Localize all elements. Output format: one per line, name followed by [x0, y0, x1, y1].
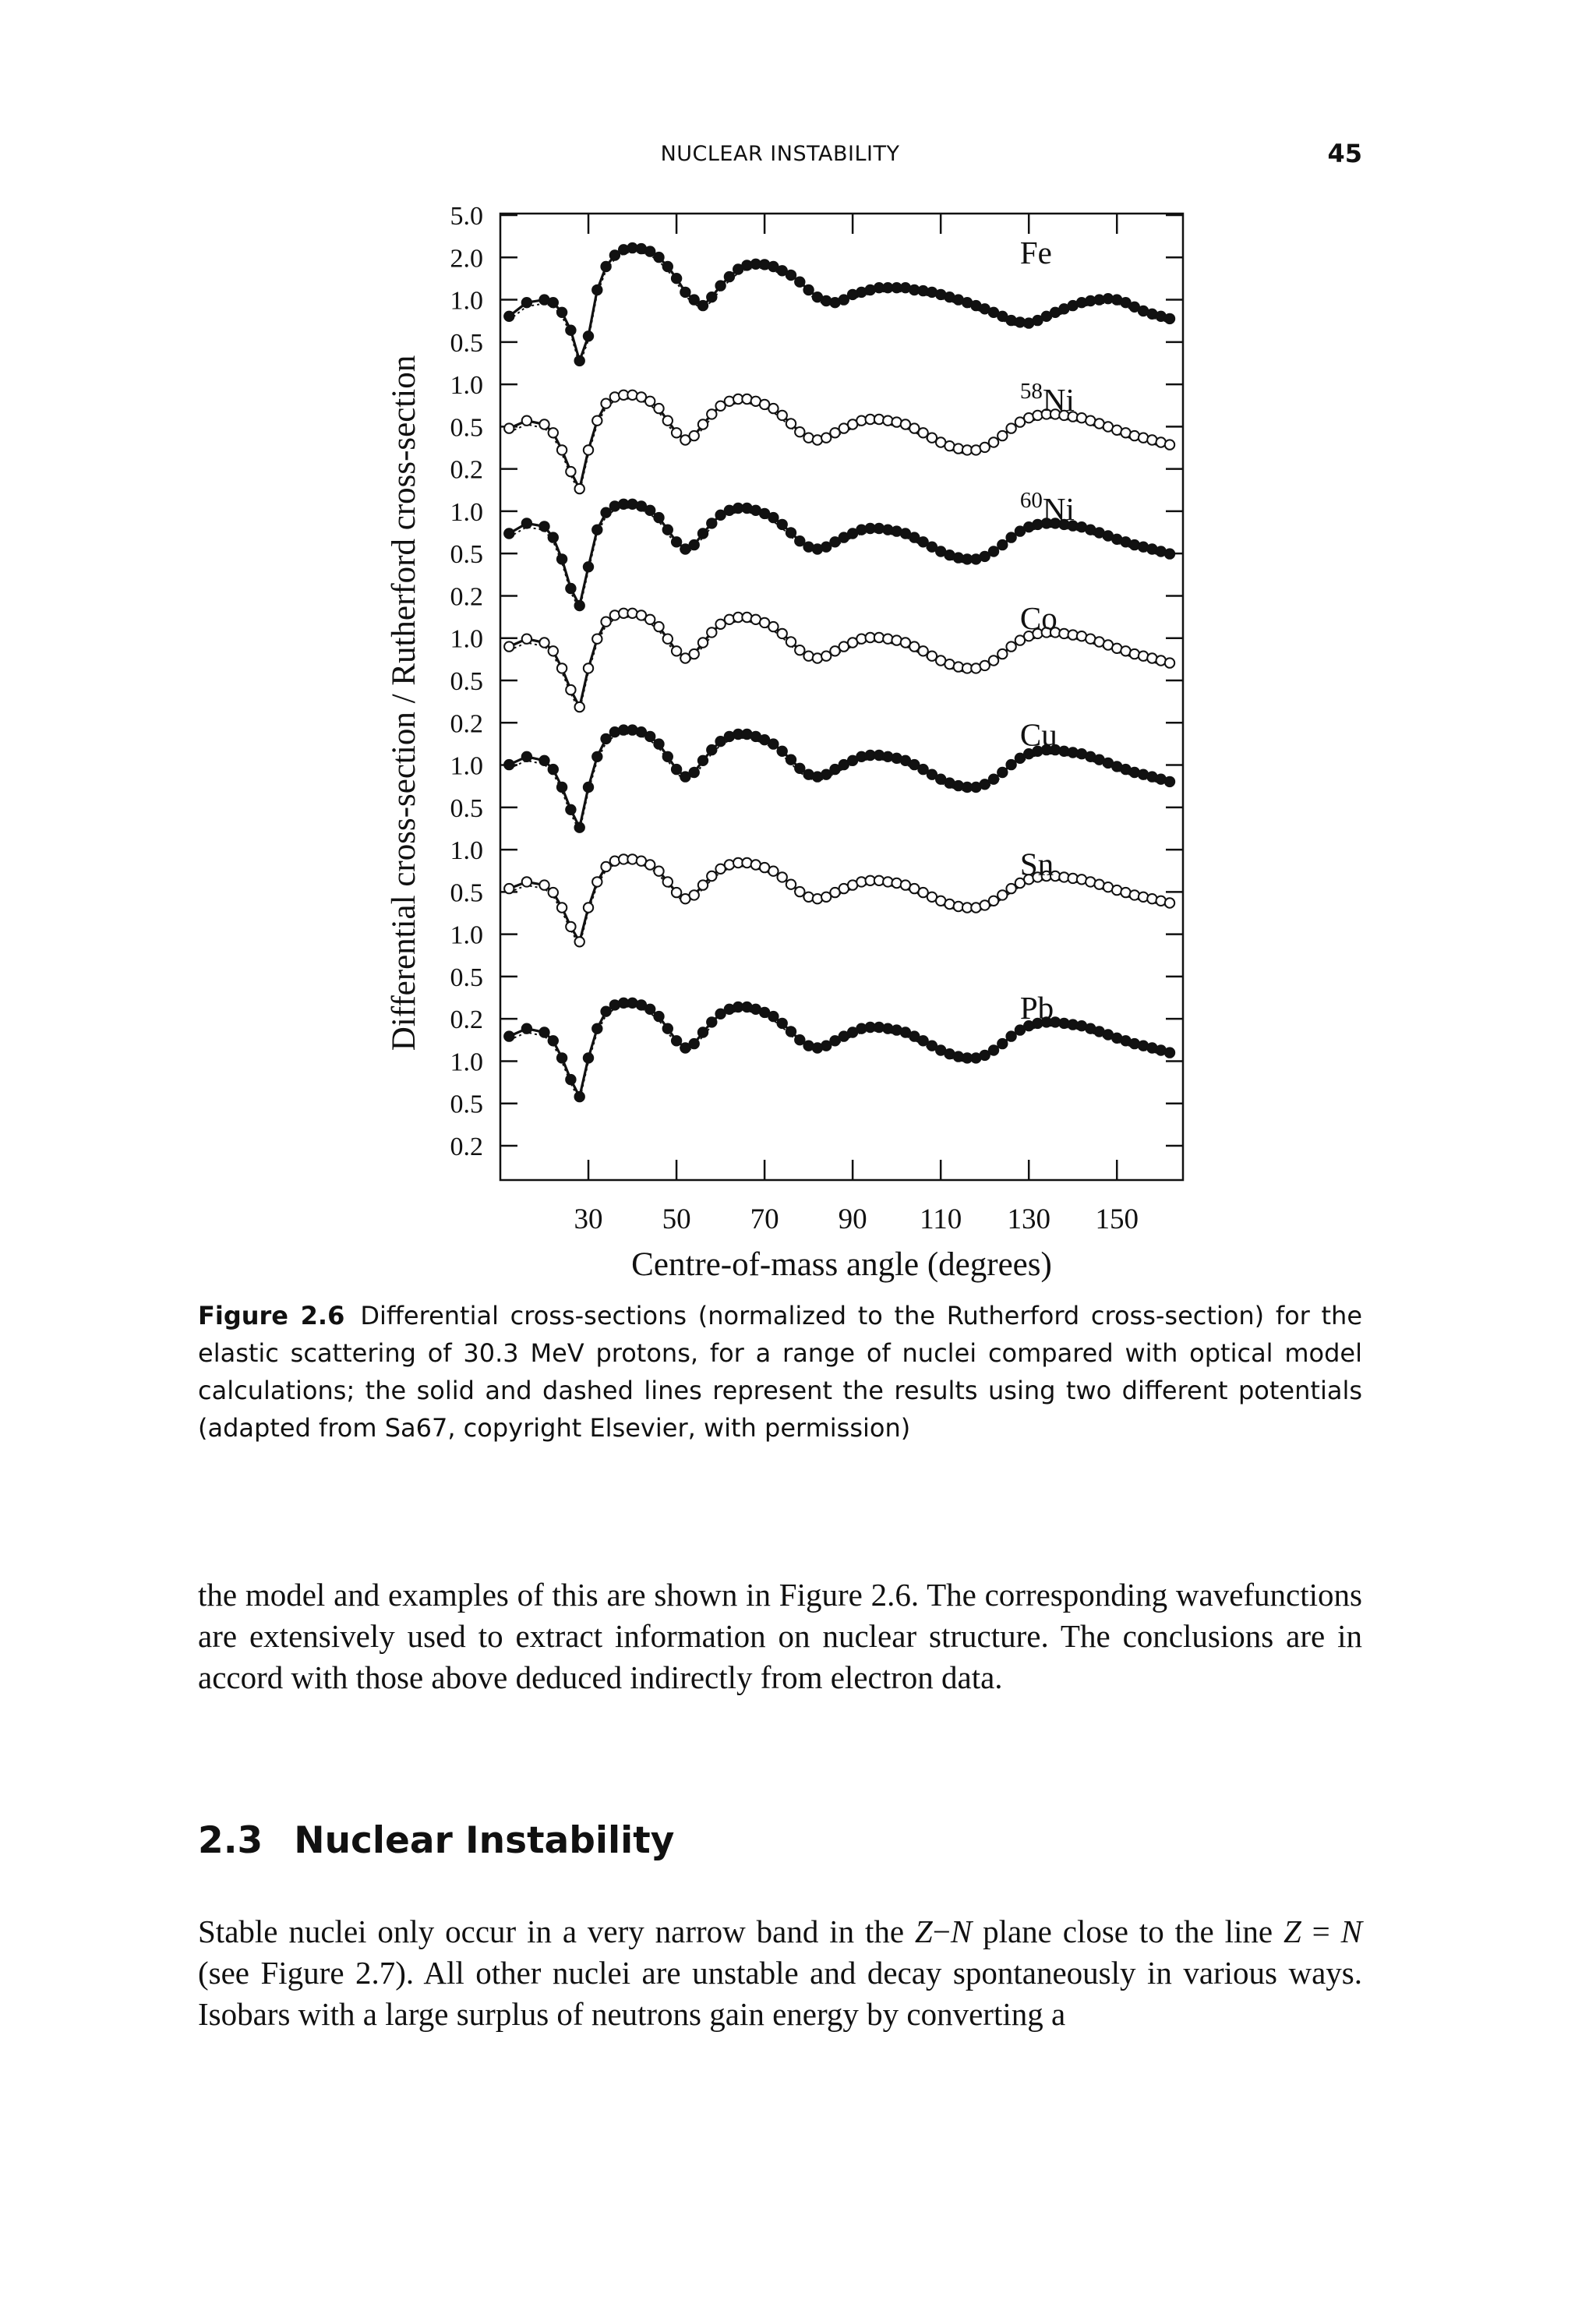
data-point: [654, 867, 663, 876]
data-point: [654, 1012, 663, 1021]
data-point: [627, 998, 637, 1008]
y-tick-label: 0.2: [450, 582, 483, 612]
data-point: [821, 770, 831, 779]
page-number: 45: [1327, 139, 1362, 168]
data-point: [575, 356, 584, 366]
y-tick-label: 0.5: [450, 963, 483, 992]
data-point: [557, 783, 567, 792]
data-point: [778, 520, 787, 529]
data-point: [672, 765, 681, 774]
data-point: [539, 880, 549, 889]
data-point: [557, 663, 567, 673]
data-point: [522, 518, 531, 528]
y-tick-label: 0.2: [450, 1005, 483, 1035]
data-point: [680, 288, 690, 297]
data-point: [918, 537, 927, 546]
data-point: [768, 513, 778, 522]
data-point: [795, 887, 804, 896]
data-point: [803, 285, 813, 295]
data-point: [601, 508, 610, 518]
series-label-fe: Fe: [1019, 235, 1052, 271]
y-axis-title: Differential cross-section / Rutherford cross-section: [386, 355, 422, 1051]
data-point: [980, 661, 990, 670]
y-tick-label: 1.0: [450, 497, 483, 527]
section-title: Nuclear Instability: [294, 1819, 675, 1862]
data-point: [707, 518, 716, 528]
data-point: [672, 888, 681, 897]
data-point: [645, 397, 655, 406]
data-point: [901, 283, 910, 292]
data-point: [707, 1017, 716, 1026]
data-point: [575, 702, 584, 712]
y-tick-label: 1.0: [450, 1048, 483, 1077]
data-point: [566, 922, 575, 931]
x-tick-label: 130: [1007, 1203, 1050, 1235]
data-point: [690, 768, 699, 777]
data-point: [654, 404, 663, 413]
data-point: [821, 542, 831, 552]
data-point: [778, 411, 787, 420]
data-point: [654, 739, 663, 748]
data-point: [1165, 777, 1174, 786]
y-tick-label: 0.2: [450, 455, 483, 485]
data-point: [592, 634, 602, 644]
data-point: [768, 404, 778, 413]
data-point: [549, 428, 558, 437]
data-point: [980, 1051, 990, 1060]
y-tick-label: 0.2: [450, 709, 483, 739]
data-point: [504, 423, 514, 433]
data-point: [557, 308, 567, 317]
body-paragraph-1: the model and examples of this are shown in Figure 2.6. The corresponding wavefunctions are extensively used to extract information on nuclear structure. The conclusions are in accord with those above deduced indirectly from electron data.: [198, 1577, 1362, 1695]
data-point: [557, 903, 567, 912]
data-point: [690, 1039, 699, 1048]
data-point: [645, 615, 655, 624]
data-point: [707, 871, 716, 881]
data-point: [795, 277, 804, 287]
data-point: [522, 416, 531, 426]
data-point: [998, 540, 1007, 549]
data-point: [795, 427, 804, 436]
data-point: [575, 484, 584, 493]
data-point: [539, 756, 549, 765]
data-point: [698, 419, 708, 429]
page-header: [198, 137, 1362, 175]
data-point: [584, 903, 593, 912]
data-point: [725, 272, 734, 281]
data-point: [592, 1024, 602, 1034]
data-point: [707, 409, 716, 419]
data-point: [539, 638, 549, 647]
y-tick-label: 5.0: [450, 202, 483, 231]
data-point: [663, 1024, 673, 1034]
data-point: [663, 752, 673, 761]
data-point: [707, 627, 716, 637]
data-point: [839, 295, 849, 304]
para2-text-2: plane close to the line: [972, 1913, 1284, 1949]
data-point: [645, 732, 655, 741]
series-label-pb: Pb: [1019, 989, 1054, 1026]
data-point: [883, 416, 892, 426]
data-point: [592, 285, 602, 295]
data-point: [619, 245, 628, 254]
data-point: [998, 649, 1007, 659]
series-co: [504, 609, 1174, 712]
data-point: [690, 649, 699, 659]
data-point: [601, 862, 610, 871]
data-point: [601, 399, 610, 408]
data-point: [601, 617, 610, 627]
data-point: [610, 250, 620, 260]
data-point: [522, 752, 531, 761]
data-point: [768, 1012, 778, 1021]
data-point: [654, 513, 663, 522]
data-point: [584, 445, 593, 454]
data-point: [980, 552, 990, 561]
data-point: [786, 637, 796, 646]
y-tick-label: 2.0: [450, 244, 483, 274]
data-point: [663, 262, 673, 271]
data-point: [592, 525, 602, 535]
cross-section-chart: [366, 196, 1231, 1288]
data-point: [1006, 641, 1015, 651]
data-point: [504, 1031, 514, 1041]
data-point: [980, 443, 990, 452]
data-point: [918, 646, 927, 655]
data-point: [557, 554, 567, 564]
data-point: [778, 872, 787, 882]
data-point: [557, 445, 567, 454]
data-point: [715, 281, 725, 290]
data-point: [627, 390, 637, 400]
data-point: [715, 737, 725, 746]
data-point: [1006, 760, 1015, 769]
data-point: [575, 937, 584, 946]
caption-text: Differential cross-sections (normalized to the Rutherford cross-section) for the elastic scattering of 30.3 MeV protons, for a range of nuclei compared with optical model calculations; the solid and dashed lines represent the results using two different potentials (adapted from Sa67, copyright Elsevier, with permission): [198, 1301, 1363, 1443]
data-point: [584, 562, 593, 571]
y-tick-label: 1.0: [450, 624, 483, 654]
data-point: [672, 646, 681, 655]
series-label-60ni: [1020, 488, 1075, 527]
section-number: 2.3: [198, 1819, 263, 1862]
data-point: [592, 416, 602, 426]
series-label-sn: Sn: [1019, 846, 1054, 882]
series-pb: [504, 998, 1174, 1102]
data-point: [575, 1092, 584, 1101]
x-tick-label: 70: [750, 1203, 779, 1235]
data-point: [654, 622, 663, 631]
x-tick-label: 110: [920, 1203, 962, 1235]
y-tick-label: 1.0: [450, 286, 483, 316]
data-point: [627, 500, 637, 509]
data-point: [672, 274, 681, 283]
data-point: [672, 537, 681, 546]
data-point: [522, 877, 531, 886]
data-point: [821, 433, 831, 443]
data-point: [549, 1036, 558, 1045]
data-point: [786, 270, 796, 280]
data-point: [778, 1019, 787, 1028]
y-tick-label: 1.0: [450, 751, 483, 781]
data-point: [998, 890, 1007, 899]
data-point: [786, 755, 796, 765]
data-point: [575, 823, 584, 832]
data-point: [1006, 316, 1015, 325]
x-tick-label: 30: [574, 1203, 603, 1235]
data-point: [698, 301, 708, 310]
data-point: [566, 584, 575, 593]
data-point: [592, 877, 602, 886]
data-point: [1139, 892, 1148, 902]
data-point: [1165, 1048, 1174, 1057]
data-point: [522, 298, 531, 307]
data-point: [601, 734, 610, 744]
data-point: [918, 428, 927, 437]
data-point: [645, 506, 655, 515]
data-point: [672, 428, 681, 437]
data-point: [1165, 440, 1174, 449]
data-point: [504, 528, 514, 538]
data-point: [504, 884, 514, 893]
x-axis-title: Centre-of-mass angle (degrees): [631, 1246, 1052, 1283]
element-symbol: Ni: [1042, 381, 1075, 418]
para2-var-n-2: N: [1340, 1913, 1362, 1949]
data-point: [698, 880, 708, 889]
data-point: [690, 890, 699, 899]
y-tick-label: 0.5: [450, 413, 483, 443]
series-group: [504, 243, 1174, 1101]
para2-var-n: N: [950, 1913, 973, 1949]
data-point: [980, 779, 990, 789]
data-point: [1165, 898, 1174, 907]
series-label-co: Co: [1019, 599, 1058, 636]
data-point: [645, 246, 655, 256]
data-point: [1006, 884, 1015, 893]
y-tick-label: 0.5: [450, 878, 483, 908]
data-point: [883, 525, 892, 535]
figure-2-6: [366, 196, 1231, 1288]
data-point: [918, 765, 927, 774]
data-point: [645, 1005, 655, 1014]
x-tick-label: 90: [838, 1203, 867, 1235]
data-point: [601, 262, 610, 271]
data-point: [504, 641, 514, 651]
element-symbol: Ni: [1042, 490, 1075, 527]
para2-equals: =: [1301, 1913, 1341, 1949]
data-point: [566, 467, 575, 476]
y-tick-label: 1.0: [450, 920, 483, 950]
data-point: [821, 1041, 831, 1051]
data-point: [663, 634, 673, 644]
data-point: [549, 888, 558, 897]
data-point: [778, 747, 787, 756]
data-point: [989, 437, 998, 447]
data-point: [786, 880, 796, 889]
data-point: [795, 645, 804, 655]
para2-minus: −: [932, 1913, 951, 1949]
data-point: [504, 760, 514, 769]
data-point: [663, 877, 673, 886]
data-point: [627, 854, 637, 864]
y-tick-label: 0.5: [450, 1090, 483, 1119]
data-point: [778, 629, 787, 638]
data-point: [883, 1024, 892, 1034]
data-point: [504, 312, 514, 321]
data-point: [566, 326, 575, 335]
data-point: [645, 860, 655, 869]
data-point: [1165, 314, 1174, 323]
data-point: [601, 1007, 610, 1016]
data-point: [549, 298, 558, 307]
data-point: [698, 756, 708, 765]
para2-var-z: Z: [914, 1913, 933, 1949]
data-point: [821, 296, 831, 306]
data-point: [627, 609, 637, 618]
data-point: [566, 685, 575, 694]
data-point: [663, 416, 673, 426]
data-point: [1006, 1031, 1015, 1041]
x-tick-label: 50: [662, 1203, 691, 1235]
data-point: [1130, 890, 1139, 899]
para2-text-3: (see Figure 2.7). All other nuclei are unstable and decay spontaneously in various ways. Isobars with a large surplus of neutrons gain energy by converting a: [198, 1955, 1362, 2032]
running-title: NUCLEAR INSTABILITY: [660, 142, 900, 166]
data-point: [539, 419, 549, 429]
data-point: [584, 331, 593, 341]
data-point: [883, 752, 892, 761]
data-point: [707, 292, 716, 302]
series-label-58ni: [1020, 379, 1075, 418]
x-tick-label: 150: [1095, 1203, 1139, 1235]
data-point: [566, 1075, 575, 1084]
series-label-cu: Cu: [1019, 716, 1058, 753]
caption-label: Figure 2.6: [198, 1301, 345, 1330]
data-point: [989, 546, 998, 556]
y-tick-label: 0.5: [450, 328, 483, 358]
data-point: [584, 1053, 593, 1062]
data-point: [768, 622, 778, 631]
data-point: [610, 857, 620, 866]
data-point: [663, 525, 673, 535]
mass-number-superscript: 58: [1019, 378, 1043, 404]
data-point: [549, 765, 558, 774]
data-point: [539, 521, 549, 531]
data-point: [786, 419, 796, 428]
data-point: [795, 1035, 804, 1044]
data-point: [566, 805, 575, 814]
data-point: [522, 1024, 531, 1034]
series-sn: [504, 854, 1174, 946]
fit-line-solid: [509, 730, 1170, 828]
data-point: [989, 1045, 998, 1055]
data-point: [1006, 532, 1015, 542]
data-point: [883, 634, 892, 644]
y-tick-label: 0.5: [450, 667, 483, 696]
para2-text-1: Stable nuclei only occur in a very narrow band in the: [198, 1913, 915, 1949]
data-point: [768, 867, 778, 876]
mass-number-superscript: 60: [1019, 487, 1043, 513]
series-cu: [504, 725, 1174, 832]
fit-line-solid: [509, 1003, 1170, 1097]
data-point: [698, 528, 708, 538]
data-point: [549, 646, 558, 655]
data-point: [522, 634, 531, 644]
data-point: [584, 663, 593, 673]
data-point: [1006, 423, 1015, 433]
data-point: [989, 896, 998, 906]
y-tick-label: 1.0: [450, 836, 483, 866]
data-point: [707, 745, 716, 754]
data-point: [698, 638, 708, 647]
data-point: [795, 536, 804, 546]
y-tick-label: 1.0: [450, 371, 483, 401]
data-point: [989, 775, 998, 784]
data-point: [786, 528, 796, 537]
data-point: [575, 601, 584, 610]
y-tick-label: 0.5: [450, 793, 483, 823]
data-point: [690, 431, 699, 440]
data-point: [795, 764, 804, 773]
data-point: [672, 1036, 681, 1045]
data-point: [954, 781, 963, 790]
data-point: [813, 894, 822, 903]
data-point: [584, 783, 593, 792]
series-fe: [504, 243, 1174, 366]
data-point: [998, 431, 1007, 440]
data-point: [803, 892, 813, 902]
data-point: [918, 1036, 927, 1045]
data-point: [654, 253, 663, 262]
data-point: [1077, 298, 1086, 307]
data-point: [592, 752, 602, 761]
data-point: [627, 725, 637, 734]
data-point: [1165, 549, 1174, 558]
figure-caption: [198, 1297, 1362, 1447]
para2-var-z-2: Z: [1283, 1913, 1301, 1949]
data-point: [998, 1039, 1007, 1048]
data-point: [539, 1027, 549, 1037]
y-tick-label: 0.2: [450, 1132, 483, 1161]
data-point: [698, 1027, 708, 1037]
y-tick-label: 0.5: [450, 540, 483, 570]
section-heading: [198, 1819, 674, 1862]
data-point: [1165, 658, 1174, 667]
data-point: [690, 295, 699, 304]
fit-line-solid: [509, 613, 1170, 707]
data-point: [998, 768, 1007, 777]
data-point: [549, 532, 558, 542]
data-point: [557, 1053, 567, 1062]
data-point: [768, 739, 778, 748]
data-point: [786, 1026, 796, 1036]
data-point: [690, 540, 699, 549]
data-point: [821, 652, 831, 661]
data-point: [989, 655, 998, 665]
body-paragraph-2: [198, 1911, 1362, 2035]
